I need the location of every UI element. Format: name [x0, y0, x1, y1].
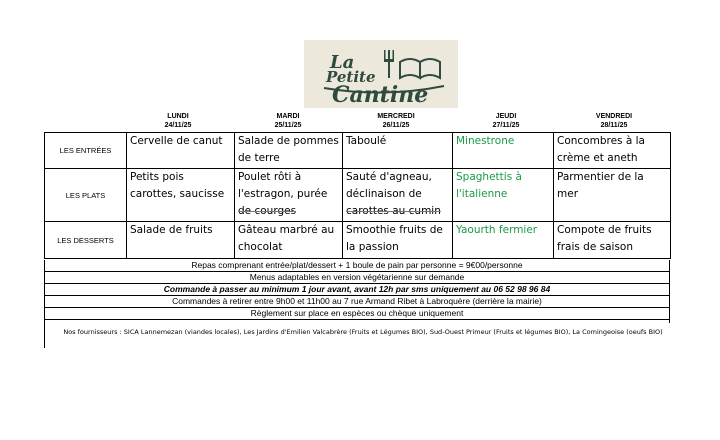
day-header-tuesday [233, 112, 343, 130]
suppliers-text: Nos fournisseurs : SICA Lannemezan (viandes locales), Les Jardins d'Emilien Valcabrère (Fruits et Légumes BIO), Sud-Ouest Primeur (Fruits et légumes BIO), La Comingeoise (oeufs BIO) [63, 328, 663, 336]
day-date: 26/11/25 [382, 122, 410, 129]
menu-cell [453, 169, 554, 222]
svg-text:Cantine: Cantine [332, 82, 429, 108]
struck-text: de courges [238, 205, 297, 217]
menu-cell: Compote de fruits frais de saison [554, 222, 671, 259]
logo-graphic [304, 40, 458, 108]
fork-knife-icon [384, 50, 394, 78]
menu-cell: Minestrone [453, 133, 554, 169]
menu-cell-text: Poulet rôti à l'estragon, purée [238, 171, 328, 200]
day-name: VENDREDI [595, 113, 633, 120]
menu-cell: Smoothie fruits de la passion [343, 222, 453, 259]
order-info: Commande à passer au minimum 1 jour avant, avant 12h par sms uniquement au 06 52 98 96 84 [44, 284, 670, 296]
menu-cell: Salade de fruits [127, 222, 235, 259]
day-header-thursday [451, 112, 561, 130]
menu-cell: Concombres à la crème et aneth [554, 133, 671, 169]
day-name: MARDI [276, 113, 300, 120]
menu-cell: Cervelle de canut [127, 133, 235, 169]
day-header-friday [559, 112, 669, 130]
menu-cell-text: Sauté d'agneau, déclinaison de [346, 171, 432, 200]
book-icon [400, 59, 440, 78]
day-date: 24/11/25 [164, 122, 192, 129]
menu-cell [554, 169, 671, 222]
day-name: JEUDI [495, 113, 517, 120]
day-header-wednesday [341, 112, 451, 130]
menu-cell-text: Petits pois carottes, saucisse [130, 171, 225, 200]
row-label-desserts: LES DESSERTS [45, 222, 127, 259]
day-date: 25/11/25 [274, 122, 302, 129]
menu-cell-text: Parmentier de la mer [557, 171, 644, 200]
payment-info: Règlement sur place en espèces ou chèque uniquement [44, 308, 670, 320]
weekly-menu-table [44, 132, 671, 259]
row-label-mains: LES PLATS [45, 169, 127, 222]
day-header-monday [123, 112, 233, 130]
menu-cell [343, 169, 453, 222]
row-label-starters: LES ENTRÉES [45, 133, 127, 169]
table-row-mains [45, 169, 671, 222]
price-info: Repas comprenant entrée/plat/dessert + 1 boule de pain par personne = 9€00/personne [44, 260, 670, 272]
pickup-info: Commandes à retirer entre 9h00 et 11h00 au 7 rue Armand Ribet à Labroquère (derrière la mairie) [44, 296, 670, 308]
svg-text:La: La [330, 52, 355, 73]
table-row-starters [45, 133, 671, 169]
la-petite-cantine-logo [304, 40, 458, 108]
day-date: 27/11/25 [492, 122, 520, 129]
struck-text: carottes au cumin [346, 205, 441, 217]
day-date: 28/11/25 [600, 122, 628, 129]
table-row-desserts [45, 222, 671, 259]
menu-cell: Gâteau marbré au chocolat [235, 222, 343, 259]
svg-text:Petite: Petite [326, 68, 376, 86]
day-name: LUNDI [167, 113, 189, 120]
vegetarian-info: Menus adaptables en version végétarienne sur demande [44, 272, 670, 284]
day-name: MERCREDI [377, 113, 415, 120]
menu-cell [127, 169, 235, 222]
menu-cell: Yaourth fermier [453, 222, 554, 259]
menu-cell: Salade de pommes de terre [235, 133, 343, 169]
menu-cell: Taboulé [343, 133, 453, 169]
menu-cell-text: Spaghettis à l'italienne [456, 171, 522, 200]
menu-cell [235, 169, 343, 222]
